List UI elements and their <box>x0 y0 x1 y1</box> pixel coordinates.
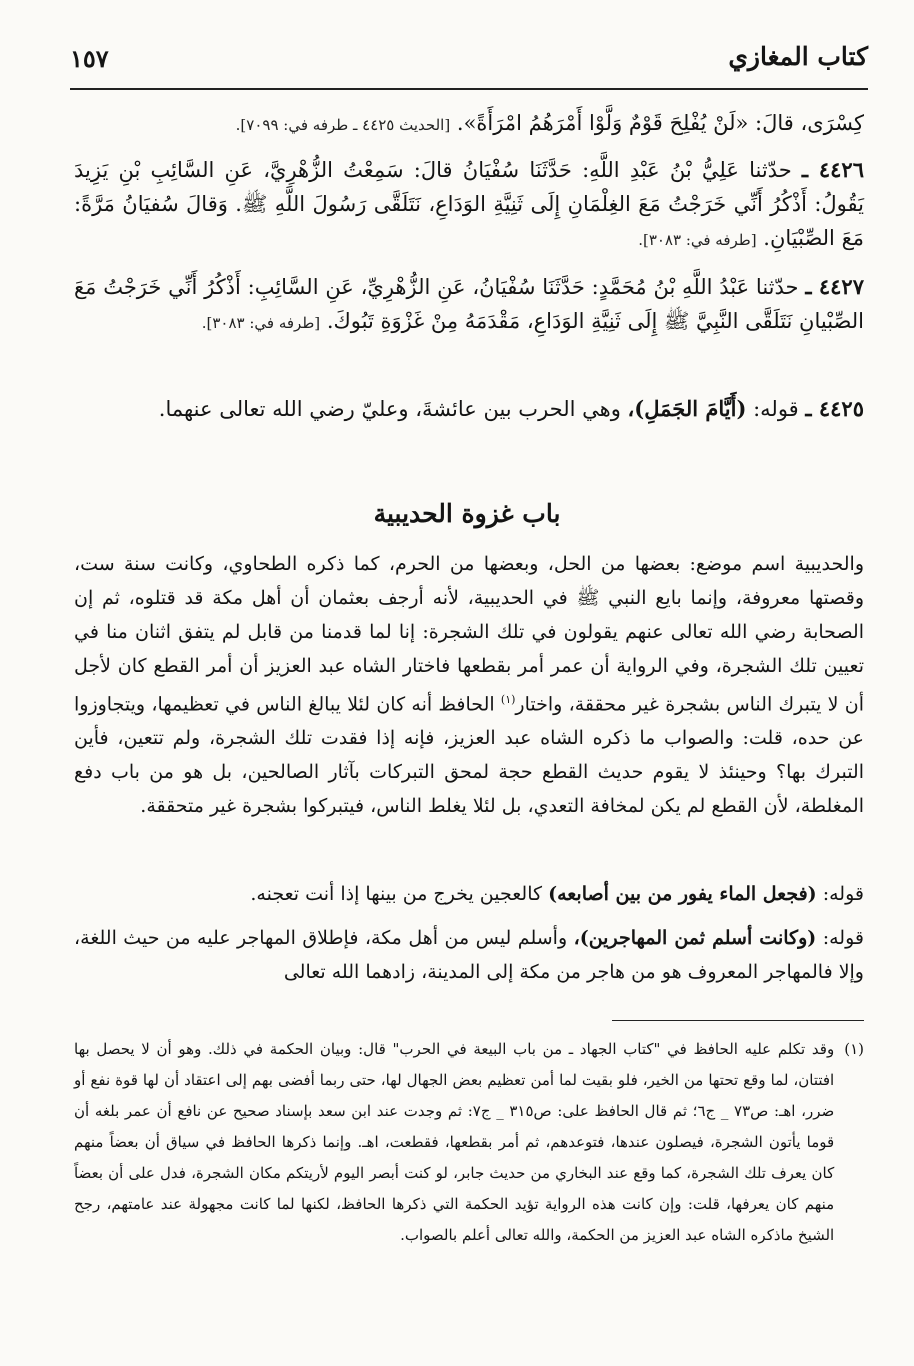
commentary-quote-1 <box>74 877 864 911</box>
chapter-intro <box>74 547 864 823</box>
hadith-text: كِسْرَى، قالَ: «لَنْ يُفْلِحَ قَوْمٌ وَلَّوْا أَمْرَهُمُ امْرَأَةً». <box>456 111 864 135</box>
chapter-title: باب غزوة الحديبية <box>373 499 561 528</box>
quote-lead: قوله: <box>822 883 864 905</box>
commentary-text: كالعجين يخرج من بينها إذا أنت تعجنه. <box>250 883 543 905</box>
hadith-text: حدّثنا عَبْدُ اللَّهِ بْنُ مُحَمَّدٍ: حَدَّثَنَا سُفْيَانُ، عَنِ الزُّهْرِيِّ، عَنِ السَّائِبِ: أَذْكُرُ أَنِّي خَرَجْتُ مَعَ الصِّبْيانِ نَتَلَقَّى النَّبِيَّ ﷺ إِلَى ثَنِيَّةِ الوَدَاعِ، مَقْدَمَهُ مِنْ غَزْوَةِ تَبُوكَ. <box>74 275 864 333</box>
footnote-text: وقد تكلم عليه الحافظ في "كتاب الجهاد ـ من باب البيعة في الحرب" قال: وبيان الحكمة في ذلك. وهو أن لا يحصل بها افتتان، لما وقع تحتها من الخير، فلو بقيت لما أمن تعظيم بعض الجهال لها، حتى ربما أفضى بهم إلى اعتقاد أن لها قوة نفع أو ضرر، اهـ: ص٧٣ _ ج٦؛ ثم قال الحافظ على: ص٣١٥ _ ج٧: ثم وجدت عند ابن سعد بإسناد صحيح عن نافع أن عمر بلغه أن قوما يأتون الشجرة، فيصلون عندها، فتوعدهم، ثم أمر بقطعها، فقطعت، اهـ. وإنما ذكرها الحافظ في سياق أن بعضاً منهم كان يعرف تلك الشجرة، كما وقع عند البخاري من حديث جابر، لو كنت أبصر اليوم لأريتكم مكان الشجرة، فدل على أن بعضاً منهم كان يعرفها، قلت: وإن كانت هذه الرواية تؤيد الحكمة التي ذكرها الحافظ، لكنها لما كانت مجهولة عند عامتهم، رجح الشيخ ماذكره الشاه عبد العزيز من الحكمة، والله تعالى أعلم بالصواب. <box>74 1040 835 1244</box>
hadith-number: ٤٤٢٦ ـ <box>801 157 864 182</box>
commentary-4425 <box>74 392 864 426</box>
hadith-reference: [طرفه في: ٣٠٨٣]. <box>638 231 757 249</box>
hadith-4427 <box>74 270 864 340</box>
commentary-text: وهي الحرب بين عائشةَ، وعليّ رضي الله تعالى عنهما. <box>158 397 621 421</box>
hadith-number: ٤٤٢٥ ـ <box>805 396 864 421</box>
quoted-phrase: (فجعل الماء يفور من بين أصابعه) <box>548 883 817 905</box>
hadith-4426 <box>74 153 864 257</box>
intro-text-continued: الحافظ أنه كان لئلا يبالغ الناس في تعظيمها، ويتجاوزوا عن حده، قلت: والصواب ما ذكره الشاه عبد العزيز، فإنه إذا فقدت تلك الشجرة، ولم تتعين، فأين التبرك بها؟ وحينئذ لا يقوم حديث القطع حجة لمحق التبركات بآثار الصالحين، بل هو من باب دفع المغلطة، لأن القطع لم يكن لمخافة التعدي، بل لئلا يغلط الناس، فيتبركوا بشجرة غير متحققة. <box>74 693 864 818</box>
quote-lead: قوله: <box>822 927 864 949</box>
page-header <box>70 40 868 90</box>
footnote-marker: (١) <box>844 1040 864 1058</box>
hadith-4425-ending <box>74 106 864 142</box>
commentary-quote-2 <box>74 921 864 989</box>
footnote-divider <box>612 1020 864 1021</box>
book-title: كتاب المغازي <box>728 42 868 71</box>
quoted-phrase: (أَيَّامَ الجَمَلِ)، <box>627 396 747 421</box>
footnote-reference[interactable]: (١) <box>500 693 516 706</box>
hadith-reference: [طرفه في: ٣٠٨٣]. <box>201 314 321 332</box>
intro-text: والحديبية اسم موضع: بعضها من الحل، وبعضها من الحرم، كما ذكره الطحاوي، وكانت سنة ست، وقصتها معروفة، وإنما بايع النبي ﷺ في الحديبية، لأنه أرجف بعثمان أن أهل مكة قد قتلوه، ثم إن الصحابة رضي الله تعالى عنهم يقولون في تلك الشجرة: إنا لما قدمنا من قابل لم يتفق اثنان منا في تعيين تلك الشجرة، وفي الرواية أن عمر أمر بقطعها فاختار الشاه عبد العزيز أن أمر القطع كان لأجل أن لا يتبرك الناس بشجرة غير محققة، واختار <box>74 553 864 716</box>
hadith-reference: [الحديث ٤٤٢٥ ـ طرفه في: ٧٠٩٩]. <box>235 116 451 134</box>
hadith-text: حدّثنا عَلِيُّ بْنُ عَبْدِ اللَّهِ: حَدَّثَنَا سُفْيَانُ قالَ: سَمِعْتُ الزُّهْرِيَّ، عَنِ السَّائِبِ بْنِ يَزِيدَ يَقُولُ: أَذْكُرُ أَنِّي خَرَجْتُ مَعَ الغِلْمَانِ إِلَى ثَنِيَّةِ الوَدَاعِ، نَتَلَقَّى رَسُولَ اللَّهِ ﷺ. وَقالَ سُفيَانُ مَرَّةً: مَعَ الصِّبْيَانِ. <box>74 158 864 250</box>
commentary-text: وأسلم ليس من أهل مكة، فإطلاق المهاجر عليه من حيث اللغة، وإلا فالمهاجر المعروف هو من هاجر من مكة إلى المدينة، زادهما الله تعالى <box>74 927 864 983</box>
quoted-phrase: (وكانت أسلم ثمن المهاجرين)، <box>573 927 817 949</box>
quote-lead: قوله: <box>753 397 799 421</box>
page-number: ١٥٧ <box>70 44 109 73</box>
hadith-number: ٤٤٢٧ ـ <box>805 274 864 299</box>
footnote <box>74 1034 864 1251</box>
